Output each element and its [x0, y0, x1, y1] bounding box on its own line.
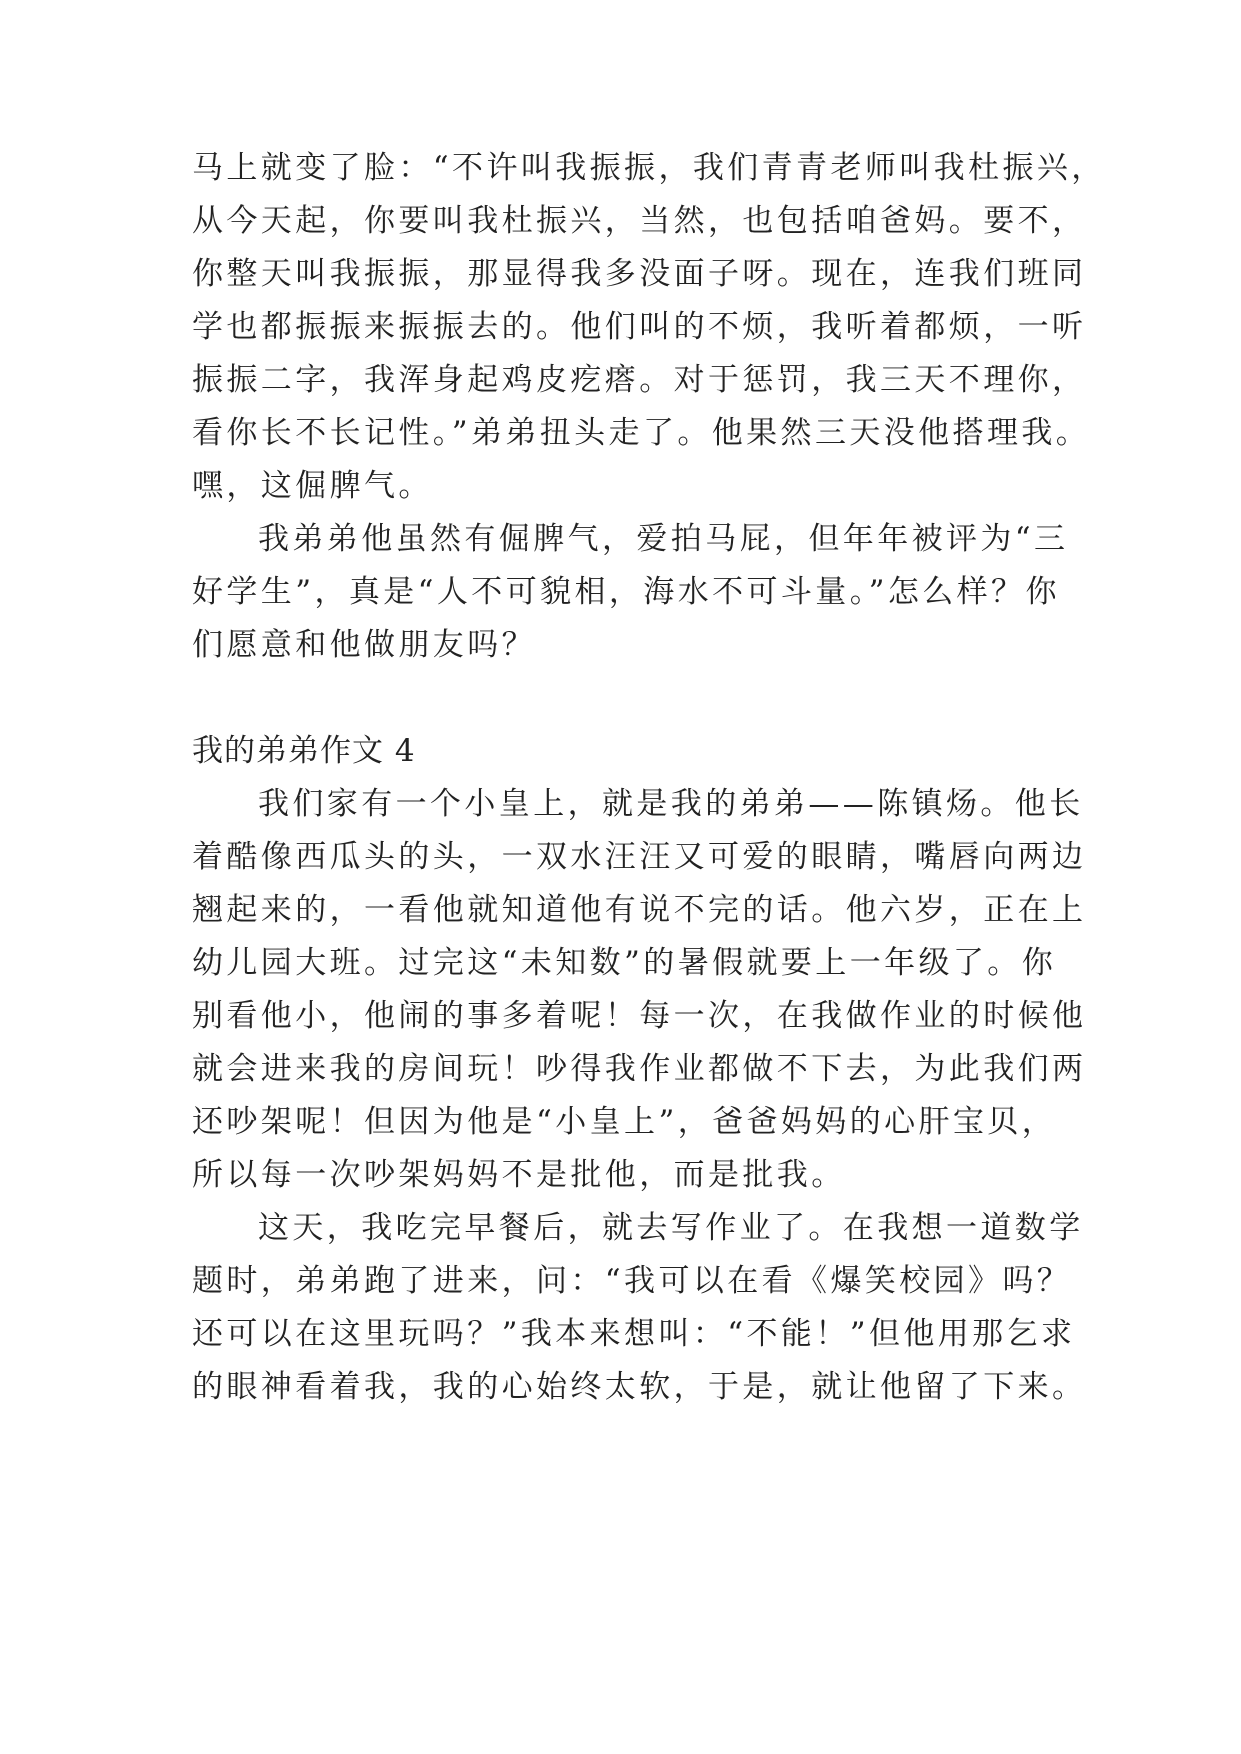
text-line: 别看他小，他闹的事多着呢！每一次，在我做作业的时候他 [192, 998, 1087, 1034]
text-line: 题时，弟弟跑了进来，问：“我可以在看《爆笑校园》吗？ [192, 1263, 1072, 1299]
text-line: 学也都振振来振振去的。他们叫的不烦，我听着都烦，一听 [192, 309, 1087, 345]
text-line: 马上就变了脸：“不许叫我振振，我们青青老师叫我杜振兴， [192, 150, 1106, 186]
text-line: 还可以在这里玩吗？”我本来想叫：“不能！”但他用那乞求 [192, 1316, 1076, 1352]
text-line: 着酷像西瓜头的头，一双水汪汪又可爱的眼睛，嘴唇向两边 [192, 839, 1087, 875]
text-line: 翘起来的，一看他就知道他有说不完的话。他六岁，正在上 [192, 892, 1087, 928]
text-line: 看你长不长记性。”弟弟扭头走了。他果然三天没他搭理我。 [192, 415, 1091, 451]
text-line: 好学生”，真是“人不可貌相，海水不可斗量。”怎么样？你 [192, 574, 1060, 610]
text-line: 所以每一次吵架妈妈不是批他，而是批我。 [192, 1157, 846, 1193]
text-line: 嘿，这倔脾气。 [192, 468, 433, 504]
text-line: 幼儿园大班。过完这“未知数”的暑假就要上一年级了。你 [192, 945, 1057, 981]
section-title: 我的弟弟作文 4 [192, 733, 416, 769]
text-line: 从今天起，你要叫我杜振兴，当然，也包括咱爸妈。要不， [192, 203, 1087, 239]
text-line: 你整天叫我振振，那显得我多没面子呀。现在，连我们班同 [192, 256, 1087, 292]
text-line: 我们家有一个小皇上，就是我的弟弟——陈镇炀。他长 [258, 786, 1084, 822]
text-line: 还吵架呢！但因为他是“小皇上”，爸爸妈妈的心肝宝贝， [192, 1104, 1057, 1140]
text-line: 这天，我吃完早餐后，就去写作业了。在我想一道数学 [258, 1210, 1084, 1246]
text-line: 的眼神看着我，我的心始终太软，于是，就让他留了下来。 [192, 1369, 1087, 1405]
text-line: 们愿意和他做朋友吗？ [192, 627, 536, 663]
text-line: 我弟弟他虽然有倔脾气，爱拍马屁，但年年被评为“三 [258, 521, 1069, 557]
text-line: 振振二字，我浑身起鸡皮疙瘩。对于惩罚，我三天不理你， [192, 362, 1087, 398]
text-line: 就会进来我的房间玩！吵得我作业都做不下去，为此我们两 [192, 1051, 1087, 1087]
